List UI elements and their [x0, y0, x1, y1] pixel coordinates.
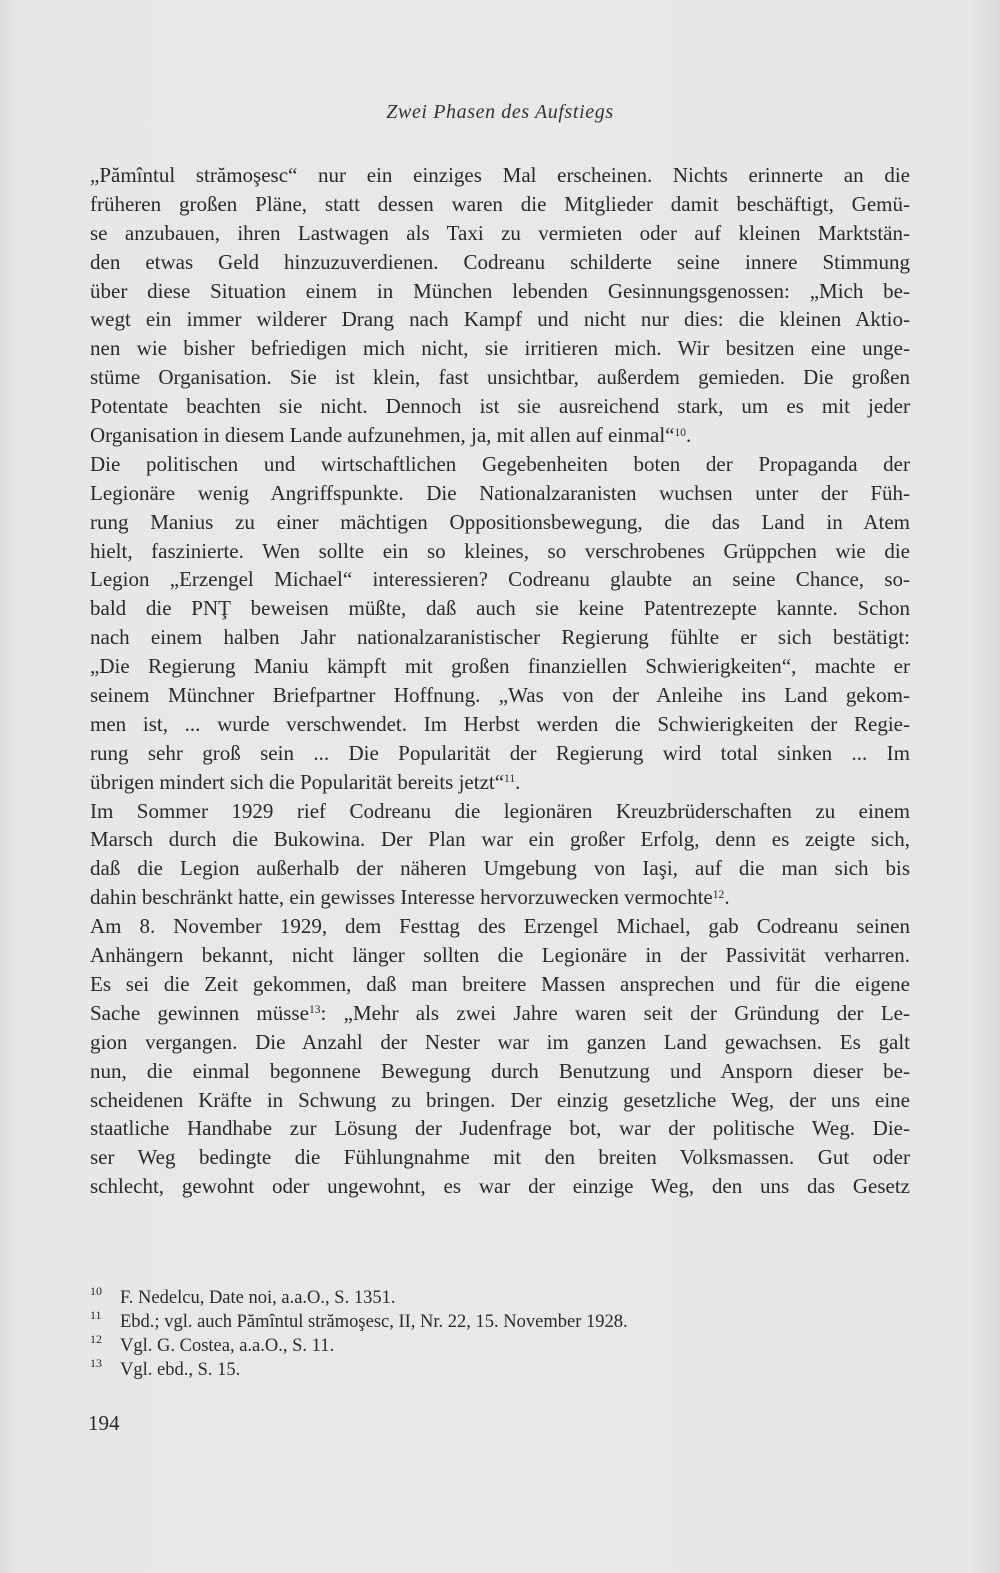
body-text-line	[90, 1172, 910, 1201]
body-text-line	[90, 161, 910, 190]
line-text: Anhängern bekannt, nicht länger sollten die Legionäre in der Passivität verharren.	[90, 943, 910, 968]
body-text-line	[90, 1086, 910, 1115]
body-text-line	[90, 479, 910, 508]
line-text: früheren großen Pläne, statt dessen waren die Mitglieder damit beschäftigt, Gemü-	[90, 191, 910, 216]
line-text: staatliche Handhabe zur Lösung der Judenfrage bot, war der politische Weg. Die-	[90, 1116, 910, 1141]
line-text: scheidenen Kräfte in Schwung zu bringen. Der einzig gesetzliche Weg, der uns eine	[90, 1087, 910, 1112]
body-text-line	[90, 392, 910, 421]
footnote-text: F. Nedelcu, Date noi, a.a.O., S. 1351.	[120, 1288, 396, 1308]
running-head: Zwei Phasen des Aufstiegs	[386, 101, 614, 123]
line-text: gion vergangen. Die Anzahl der Nester war im ganzen Land gewachsen. Es galt	[90, 1029, 910, 1054]
body-text-line	[90, 797, 910, 826]
body-text-line	[90, 941, 910, 970]
line-text: rung sehr groß sein ... Die Popularität der Regierung wird total sinken ... Im	[90, 740, 910, 765]
footnote	[90, 1358, 910, 1382]
line-text: Im Sommer 1929 rief Codreanu die legionären Kreuzbrüderschaften zu einem	[90, 798, 910, 823]
footnote-number: 13	[90, 1356, 102, 1370]
footnote	[90, 1310, 910, 1334]
line-text: Legionäre wenig Angriffspunkte. Die Nationalzaranisten wuchsen unter der Füh-	[90, 480, 910, 505]
line-text: nen wie bisher befriedigen mich nicht, sie irritieren mich. Wir besitzen eine unge-	[90, 336, 910, 361]
body-text-line	[90, 883, 910, 912]
line-text: nach einem halben Jahr nationalzaranistischer Regierung fühlte er sich bestätigt:	[90, 625, 910, 650]
footnote-number: 10	[90, 1284, 102, 1298]
body-text-line	[90, 363, 910, 392]
body-text-line	[90, 825, 910, 854]
body-text-line	[90, 305, 910, 334]
body-text-line	[90, 277, 910, 306]
body-text-line	[90, 854, 910, 883]
paragraph	[90, 912, 910, 1201]
body-text-line	[90, 1057, 910, 1086]
body-text-line	[90, 190, 910, 219]
line-text: Potentate beachten sie nicht. Dennoch ist sie ausreichend stark, um es mit jeder	[90, 394, 910, 419]
footnote	[90, 1286, 910, 1310]
line-text: rung Manius zu einer mächtigen Oppositionsbewegung, die das Land in Atem	[90, 509, 910, 534]
body-text-line	[90, 970, 910, 999]
line-text: bald die PNŢ beweisen müßte, daß auch sie keine Patentrezepte kannte. Schon	[90, 596, 910, 621]
footnote-text: Ebd.; vgl. auch Pămîntul strămoşesc, II, Nr. 22, 15. November 1928.	[120, 1312, 628, 1332]
body-text-line	[90, 652, 910, 681]
body-text-line	[90, 1028, 910, 1057]
body-text-line	[90, 421, 910, 450]
body-text-line	[90, 999, 910, 1028]
line-text: Organisation in diesem Lande aufzunehmen, ja, mit allen auf einmal“	[90, 423, 675, 448]
line-text: Marsch durch die Bukowina. Der Plan war ein großer Erfolg, denn es zeigte sich,	[90, 827, 910, 852]
line-text: daß die Legion außerhalb der näheren Umgebung von Iaşi, auf die man sich bis	[90, 856, 910, 881]
line-text: Es sei die Zeit gekommen, daß man breitere Massen ansprechen und für die eigene	[90, 971, 910, 996]
footnote-reference: 11	[504, 773, 516, 786]
body-text-line	[90, 334, 910, 363]
line-text: : „Mehr als zwei Jahre waren seit der Gründung der Le-	[320, 1000, 910, 1025]
footnote-number: 11	[90, 1308, 102, 1322]
line-text: wegt ein immer wilderer Drang nach Kampf und nicht nur dies: die kleinen Aktio-	[90, 307, 910, 332]
line-text: seinem Münchner Briefpartner Hoffnung. „Was von der Anleihe ins Land gekom-	[90, 683, 910, 708]
line-text: dahin beschränkt hatte, ein gewisses Interesse hervorzuwecken vermochte	[90, 885, 713, 910]
footnote-text: Vgl. ebd., S. 15.	[120, 1360, 241, 1380]
line-text: schlecht, gewohnt oder ungewohnt, es war der einzige Weg, den uns das Gesetz	[90, 1174, 910, 1199]
line-text: Die politischen und wirtschaftlichen Gegebenheiten boten der Propaganda der	[90, 451, 910, 476]
line-text: Am 8. November 1929, dem Festtag des Erzengel Michael, gab Codreanu seinen	[90, 914, 910, 939]
paragraph	[90, 450, 910, 797]
line-text: den etwas Geld hinzuzuverdienen. Codreanu schilderte seine innere Stimmung	[90, 249, 910, 274]
paragraph	[90, 797, 910, 913]
line-text: .	[724, 885, 730, 910]
body-text-line	[90, 623, 910, 652]
body-text-line	[90, 537, 910, 566]
line-text: stüme Organisation. Sie ist klein, fast unsichtbar, außerdem gemieden. Die großen	[90, 365, 910, 390]
body-text-line	[90, 768, 910, 797]
line-text: se anzubauen, ihren Lastwagen als Taxi zu vermieten oder auf kleinen Marktstän-	[90, 220, 910, 245]
line-text: .	[686, 423, 692, 448]
footnotes	[90, 1286, 910, 1382]
body-text-line	[90, 508, 910, 537]
line-text: „Die Regierung Maniu kämpft mit großen finanziellen Schwierigkeiten“, machte er	[90, 654, 910, 679]
line-text: ser Weg bedingte die Fühlungnahme mit den breiten Volksmassen. Gut oder	[90, 1145, 910, 1170]
body-text-line	[90, 594, 910, 623]
line-text: .	[515, 769, 521, 794]
body-text-line	[90, 739, 910, 768]
line-text: men ist, ... wurde verschwendet. Im Herbst werden die Schwierigkeiten der Regie-	[90, 711, 910, 736]
body-text	[90, 161, 910, 1201]
line-text: über diese Situation einem in München lebenden Gesinnungsgenossen: „Mich be-	[90, 278, 910, 303]
line-text: hielt, faszinierte. Wen sollte ein so kleines, so verschrobenes Grüppchen wie die	[90, 538, 910, 563]
line-text: nun, die einmal begonnene Bewegung durch Benutzung und Ansporn dieser be-	[90, 1058, 910, 1083]
body-text-line	[90, 1114, 910, 1143]
line-text: übrigen mindert sich die Popularität bereits jetzt“	[90, 769, 505, 794]
footnote-text: Vgl. G. Costea, a.a.O., S. 11.	[120, 1336, 335, 1356]
body-text-line	[90, 912, 910, 941]
body-text-line	[90, 710, 910, 739]
footnote-reference: 10	[674, 426, 687, 439]
line-text: Sache gewinnen müsse	[90, 1000, 309, 1025]
footnote-number: 12	[90, 1332, 102, 1346]
body-text-line	[90, 248, 910, 277]
body-text-line	[90, 1143, 910, 1172]
footnote-reference: 12	[712, 888, 725, 901]
footnote	[90, 1334, 910, 1358]
body-text-line	[90, 681, 910, 710]
footnote-reference: 13	[308, 1004, 321, 1017]
line-text: Legion „Erzengel Michael“ interessieren? Codreanu glaubte an seine Chance, so-	[90, 567, 910, 592]
body-text-line	[90, 565, 910, 594]
body-text-line	[90, 450, 910, 479]
paragraph	[90, 161, 910, 450]
line-text: „Pămîntul strămoşesc“ nur ein einziges Mal erscheinen. Nichts erinnerte an die	[90, 163, 910, 187]
body-text-line	[90, 219, 910, 248]
page-number: 194	[88, 1411, 120, 1435]
